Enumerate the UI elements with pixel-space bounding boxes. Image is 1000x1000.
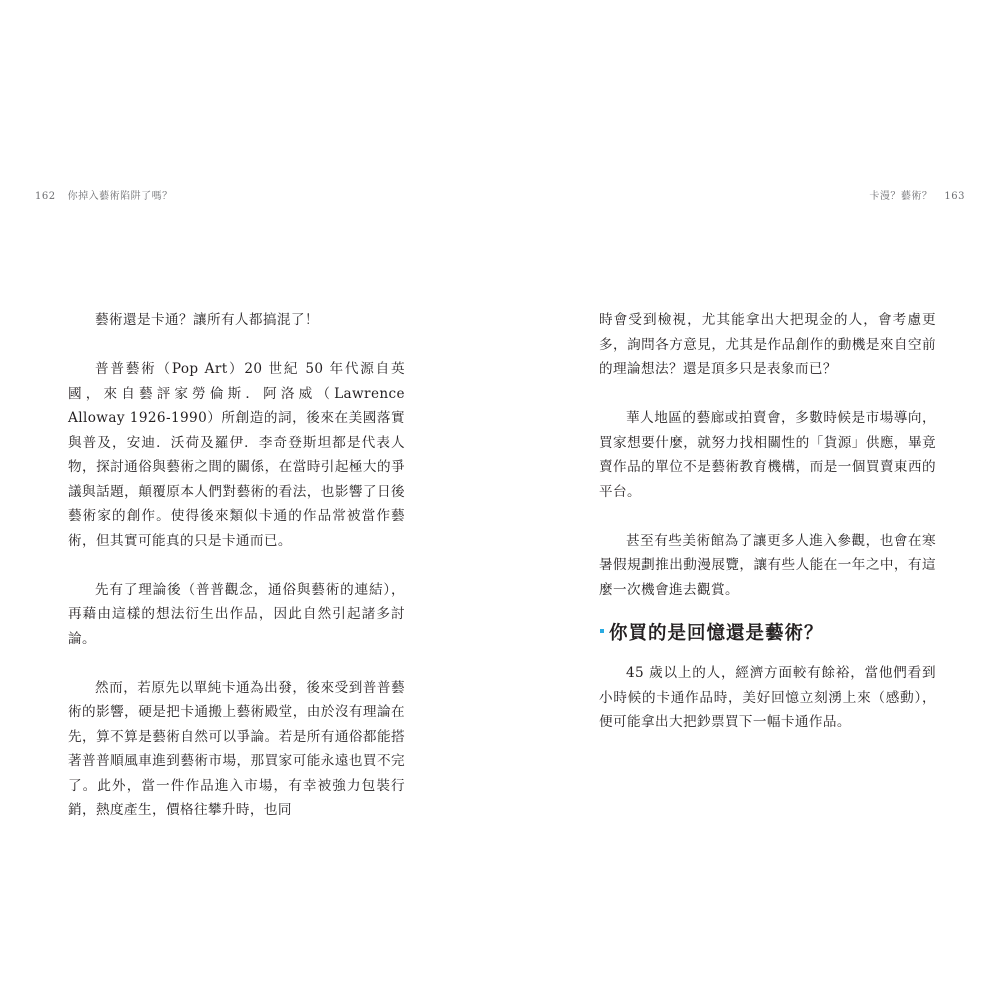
- right-page: [500, 0, 1000, 1000]
- paragraph: 華人地區的藝廊或拍賣會，多數時候是市場導向，買家想要什麼，就努力找相關性的「貨源」供應，畢竟賣作品的單位不是藝術教育機構，而是一個買賣東西的平台。: [599, 410, 936, 500]
- paragraph: 45 歲以上的人，經濟方面較有餘裕，當他們看到小時候的卡通作品時，美好回憶立刻湧上來（感動），便可能拿出大把鈔票買下一幅卡通作品。: [599, 665, 936, 730]
- paragraph: 甚至有些美術館為了讓更多人進入參觀，也會在寒暑假規劃推出動漫展覽，讓有些人能在一年之中，有這麼一次機會進去觀賞。: [599, 532, 936, 598]
- paragraph: 然而，若原先以單純卡通為出發，後來受到普普藝術的影響，硬是把卡通搬上藝術殿堂，由於沒有理論在先，算不算是藝術自然可以爭論。若是所有通俗都能搭著普普順風車進到藝術市場，那買家可能永遠也買不完了。此外，當一件作品進入市場，有幸被強力包裝行銷，熱度產生，價格往攀升時，也同: [68, 679, 405, 818]
- paragraph: 藝術還是卡通？讓所有人都搞混了！: [95, 312, 319, 328]
- paragraph: 先有了理論後（普普觀念，通俗與藝術的連結），再藉由這樣的想法衍生出作品，因此自然引起諸多討論。: [68, 581, 405, 647]
- paragraph: 普普藝術（Pop Art）20 世紀 50 年代源自英國，來自藝評家勞倫斯．阿洛威（Lawrence Alloway 1926-1990）所創造的詞，後來在美國落實與普及，安迪．沃荷及羅伊．李奇登斯坦都是代表人物，探討通俗與藝術之間的關係，在當時引起極大的爭議與話題，顛覆原本人們對藝術的看法，也影響了日後藝術家的創作。使得後來類似卡通的作品常被當作藝術，但其實可能真的只是卡通而已。: [68, 361, 405, 549]
- body-text-left: [68, 308, 405, 847]
- running-head-title-left: 你掉入藝術陷阱了嗎？: [67, 191, 173, 202]
- running-head-left: [35, 187, 173, 202]
- section-heading: [600, 619, 824, 645]
- paragraph: 時會受到檢視，尤其能拿出大把現金的人，會考慮更多，詢問各方意見，尤其是作品創作的動機是來自空前的理論想法？還是頂多只是表象而已？: [599, 312, 936, 377]
- running-head-title-right: 卡漫？藝術？: [869, 191, 933, 202]
- heading-bullet-icon: [600, 629, 604, 633]
- page-number-left: 162: [35, 191, 56, 202]
- body-text-right: [599, 308, 936, 627]
- page-number-right: 163: [944, 191, 965, 202]
- section-heading-text: 你買的是回憶還是藝術？: [609, 623, 824, 644]
- running-head-right: [869, 187, 965, 202]
- section-body-text: [599, 661, 936, 759]
